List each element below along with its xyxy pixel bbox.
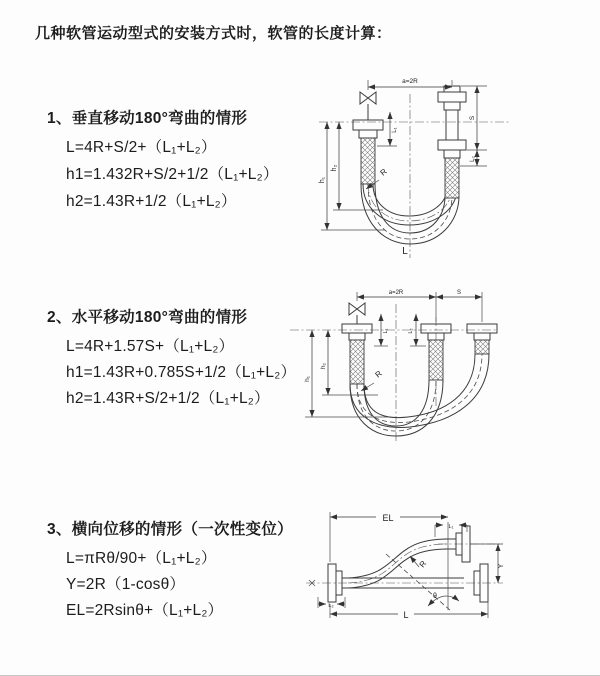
section-1-formula-L: L=4R+S/2+（L₁+L₂）	[66, 139, 217, 156]
section-1-heading: 1、垂直移动180°弯曲的情形	[47, 110, 248, 127]
hose-displaced-position	[348, 539, 448, 588]
section-1-formula-h1: h1=1.432R+S/2+1/2（L₁+L₂）	[66, 166, 279, 183]
dim-label-l: L	[403, 610, 409, 620]
dimension-s	[436, 290, 482, 322]
dim-label-h1: h₁	[319, 176, 326, 184]
diagram-lateral-displacement	[298, 492, 598, 650]
braided-hose-section	[475, 340, 489, 354]
dimension-l2	[318, 597, 345, 609]
braided-hose-section	[429, 340, 443, 380]
dim-label-r: R	[373, 368, 384, 380]
dim-label-s: S	[469, 115, 476, 121]
middle-port	[421, 324, 451, 380]
dim-label-theta: θ	[433, 593, 437, 600]
dim-label-s: S	[456, 290, 462, 296]
section-2-formula-h1: h1=1.43R+0.785S+1/2（L₁+L₂）	[66, 364, 297, 381]
dim-label-l: L	[402, 246, 408, 257]
section-3-formula-Y: Y=2R（1-cosθ）	[66, 576, 186, 593]
valve-icon	[360, 92, 376, 120]
braided-hose-section	[350, 340, 364, 384]
dim-label-l1: L₁	[392, 127, 398, 133]
dimension-l1	[377, 112, 398, 146]
dimension-s	[460, 86, 487, 166]
dim-label-y: Y	[498, 563, 505, 569]
dimension-l2	[470, 150, 477, 166]
diagram-vertical-180-bend	[305, 70, 595, 265]
dim-label-l2: L₂	[408, 328, 414, 334]
hose-position-2	[350, 354, 489, 427]
centerlines	[319, 94, 510, 258]
dim-label-a2r: a=2R	[402, 78, 418, 85]
diagram-horizontal-180-bend	[278, 284, 518, 452]
right-port	[467, 324, 497, 354]
dim-label-el: EL	[382, 513, 394, 523]
dimension-a2r	[368, 78, 452, 90]
dim-label-a2r: a=2R	[388, 290, 404, 296]
centerlines	[290, 304, 496, 442]
section-1-formula-h2: h2=1.43R+1/2（L₁+L₂）	[66, 193, 237, 210]
braided-hose-section	[361, 138, 375, 184]
valve-icon	[349, 303, 365, 324]
section-3-formula-EL: EL=2Rsinθ+（L₁+L₂）	[66, 602, 224, 619]
right-port	[438, 86, 466, 198]
dim-label-h2: h₂	[320, 362, 327, 370]
section-2-heading: 2、水平移动180°弯曲的情形	[47, 309, 248, 326]
section-2-formula-L: L=4R+1.57S+（L₁+L₂）	[66, 338, 235, 355]
dimension-l	[330, 600, 488, 620]
section-2-formula-h2: h2=1.43R+S/2+1/2（L₁+L₂）	[66, 390, 270, 407]
dim-label-h1: h₁	[304, 376, 311, 382]
dimension-el	[330, 512, 448, 562]
dim-label-l2: L₂	[328, 603, 334, 609]
dim-label-r: R	[378, 166, 389, 178]
dim-label-h2: h₂	[331, 164, 338, 172]
dim-label-l1: L₁	[448, 524, 454, 530]
left-port	[342, 303, 372, 384]
section-3-formula-L: L=πRθ/90+（L₁+L₂）	[66, 550, 217, 567]
section-3-heading: 3、横向位移的情形（一次性变位）	[47, 521, 293, 538]
dim-label-l2: L₂	[470, 156, 476, 162]
page-title: 几种软管运动型式的安装方式时，软管的长度计算：	[35, 25, 392, 42]
dimension-a2r	[357, 290, 436, 322]
dim-label-r: R	[417, 559, 429, 570]
braided-hose-section	[445, 158, 459, 198]
dim-label-l1: L₁	[383, 328, 389, 334]
radius-callout	[410, 556, 428, 569]
